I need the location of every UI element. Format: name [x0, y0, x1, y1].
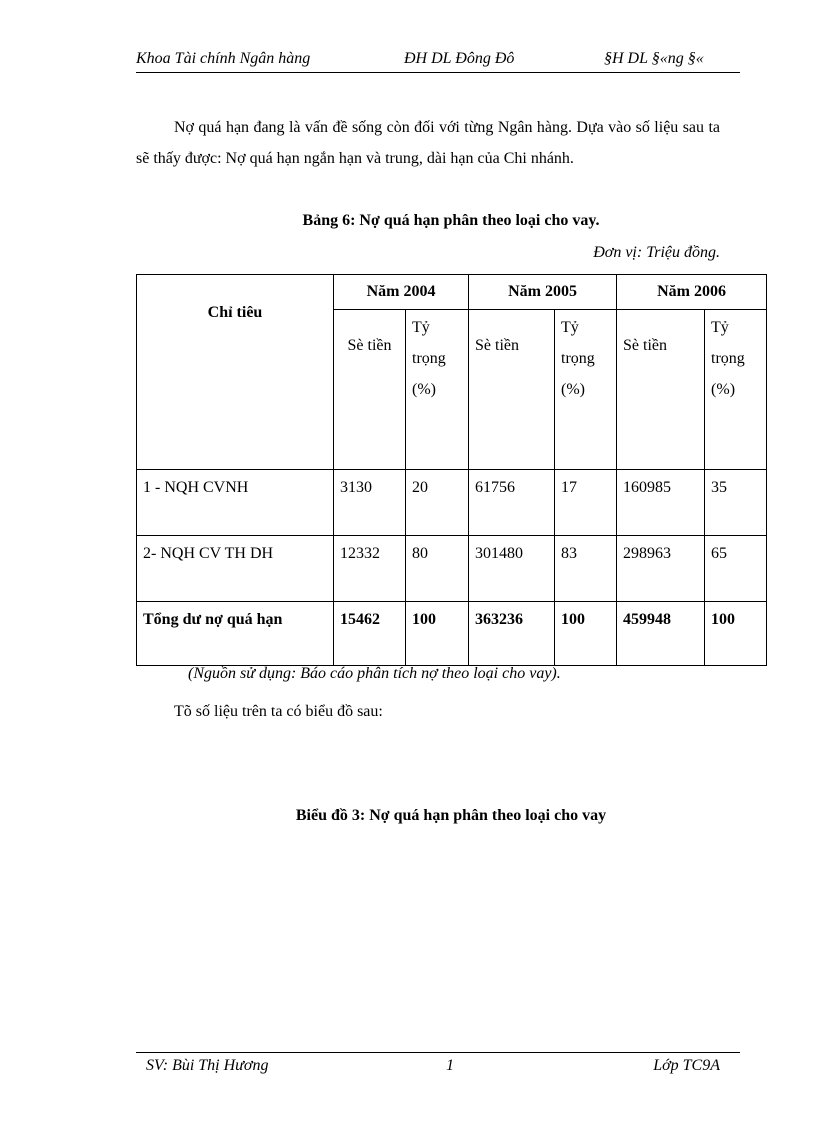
amount-header: Sè tiền — [617, 310, 705, 470]
cell-value: 363236 — [469, 602, 555, 666]
cell-value: 160985 — [617, 470, 705, 536]
cell-value: 100 — [555, 602, 617, 666]
header-faculty: Khoa Tài chính Ngân hàng — [136, 50, 311, 67]
cell-value: 35 — [705, 470, 767, 536]
cell-value: 61756 — [469, 470, 555, 536]
cell-value: 3130 — [334, 470, 406, 536]
chart-title: Biểu đồ 3: Nợ quá hạn phân theo loại cho vay — [295, 807, 607, 824]
intro-paragraph: Nợ quá hạn đang là vấn đề sống còn đối với từng Ngân hàng. Dựa vào số liệu sau ta sẽ thấy được: Nợ quá hạn ngắn hạn và trung, dài hạn của Chi nhánh. — [136, 119, 720, 167]
table-row-total — [137, 602, 767, 666]
row-label: 2- NQH CV TH DH — [137, 536, 334, 602]
amount-header: Sè tiền — [334, 310, 406, 470]
header-university: ĐH DL Đông Đô — [404, 50, 515, 67]
cell-value: 100 — [406, 602, 469, 666]
criteria-header: Chỉ tiêu — [137, 275, 334, 470]
cell-value: 12332 — [334, 536, 406, 602]
page-header — [136, 50, 740, 73]
cell-value: 80 — [406, 536, 469, 602]
footer-class: Lớp TC9A — [653, 1057, 720, 1074]
table-row — [137, 536, 767, 602]
year-header: Năm 2006 — [617, 275, 767, 310]
cell-value: 100 — [705, 602, 767, 666]
year-header: Năm 2004 — [334, 275, 469, 310]
table-title: Bảng 6: Nợ quá hạn phân theo loại cho vay. — [302, 212, 600, 229]
header-university-legacy: §H DL §«ng §« — [604, 50, 704, 67]
transition-paragraph: Tõ số liệu trên ta có biểu đồ sau: — [174, 703, 383, 720]
cell-value: 298963 — [617, 536, 705, 602]
year-header: Năm 2005 — [469, 275, 617, 310]
cell-value: 20 — [406, 470, 469, 536]
cell-value: 301480 — [469, 536, 555, 602]
amount-header: Sè tiền — [469, 310, 555, 470]
page-footer — [136, 1052, 740, 1077]
ratio-header: Tỷ trọng (%) — [555, 310, 617, 470]
source-note: (Nguồn sử dụng: Báo cáo phân tích nợ theo loại cho vay). — [188, 665, 561, 682]
row-label: 1 - NQH CVNH — [137, 470, 334, 536]
ratio-header: Tỷ trọng (%) — [406, 310, 469, 470]
footer-author: SV: Bùi Thị Hương — [146, 1057, 269, 1074]
page-number: 1 — [446, 1057, 454, 1074]
cell-value: 459948 — [617, 602, 705, 666]
cell-value: 65 — [705, 536, 767, 602]
ratio-header: Tỷ trọng (%) — [705, 310, 767, 470]
cell-value: 83 — [555, 536, 617, 602]
cell-value: 15462 — [334, 602, 406, 666]
cell-value: 17 — [555, 470, 617, 536]
table-row — [137, 470, 767, 536]
unit-note: Đơn vị: Triệu đồng. — [593, 244, 720, 261]
overdue-debt-table — [136, 274, 767, 666]
row-label: Tổng dư nợ quá hạn — [137, 602, 334, 666]
